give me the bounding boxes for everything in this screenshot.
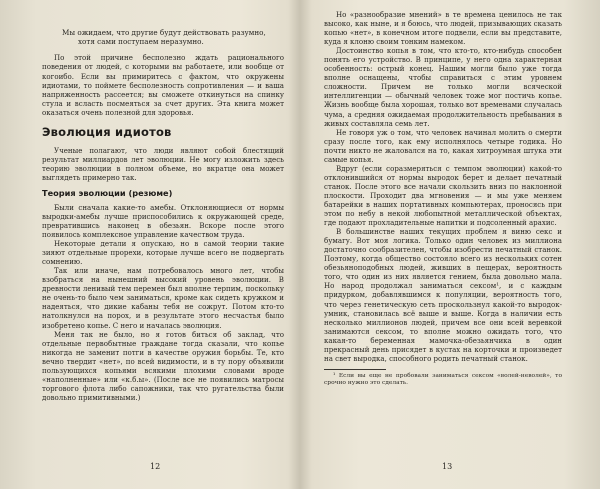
- body-paragraph: Были сначала какие-то амебы. Отклоняющиеся от нормы выродки-амебы лучше приспособились к окружающей среде, превратившись наконец в обезьян. Вскоре после этого появилось комплексное управление качеством труда.: [42, 202, 284, 240]
- right-page: [302, 0, 600, 489]
- body-paragraph: Некоторые детали я опускаю, но в самой теории такие зияют отдельные прорехи, которые лучше всего не подвергать сомнению.: [42, 239, 284, 267]
- epigraph-line-2: хотя сами поступаем неразумно.: [78, 37, 204, 47]
- page-number: 13: [442, 462, 453, 471]
- epigraph-line-1: Мы ожидаем, что другие будут действовать разумно,: [62, 28, 266, 37]
- page-number: 12: [150, 462, 161, 471]
- body-paragraph: Достоинство копья в том, что кто-то, кто-нибудь способен понять его устройство. В принципе, у него одна характерная особенность: острый конец. Нашим могли было уже тогда вполне оснащены, чтобы справиться с этим уровнем сложности. Причем не только могли всяческой интеллигенции — обычный человек тоже мог постичь копье. Жизнь вообще была хорошая, только вот временами случалась чума, а средняя ожидаемая продолжительность пребывания в живых составляла семь лет.: [324, 46, 562, 128]
- body-paragraph: Так или иначе, нам потребовалось много лет, чтобы взобраться на нынешний высокий уровень эволюции. В древности ленивый тем перемен был вполне терпим, поскольку не очень-то было чем заниматься, кроме как сидеть кружком и надеяться, что дикие кабаны тебя не сожрут. Потом кто-то натолкнулся на порох, и в результате этого несчастья было изобретено копье. С него и началась эволюция.: [42, 266, 284, 330]
- body-paragraph: Меня так не было, но я готов биться об заклад, что отдельные первобытные граждане тогда сказали, что копье никогда не заменит потги в качестве оружия борьбы. Те, кто вечно твердит «нет», по всей видимости, и в ту пору объявили пользующихся копьями всякими плохими словами вроде «наполненные» или «к.б.ы». (После все не появились матросы торгового флота либо сапожники, так что ругательства были довольно примитивными.): [42, 329, 284, 402]
- intro-paragraph: По этой причине бесполезно ждать рационального поведения от людей, с которыми вы работаете, или вообще от когоибо. Если вы примиритесь с фактом, что окружены идиотами, то поймете бесполезность сопротивления — и ваша напряженность рассеется; вы сможете откинуться на спинку стула и всласть посмеяться за счет других. Эта книга может оказаться очень полезной для здоровья.: [42, 53, 284, 117]
- body-paragraph: Не говоря уж о том, что человек начинал молить о смерти сразу после того, как ему исполнялось четыре годика. Но почти никто не жаловался на то, какая хитроумная штука эти самые копья.: [324, 127, 562, 164]
- section-title: Теория эволюции (резюме): [42, 187, 173, 198]
- body-paragraph: В большинстве наших текущих проблем я виню секс и бумагу. Вот моя логика. Только один человек из миллиона достаточно сообразителен, чтобы изобрести печатный станок. Поэтому, когда общество состояло всего из нескольких сотен обезьяноподобных людей, живших в пещерах, вероятность того, что один из них является гением, была довольно мала. Но народ продолжал заниматься сексом¹, и с каждым придурком, добавлявшимся к популяции, вероятность того, что через генетическую сеть проскользнул какой-то выродок-умник, становилась всё выше и выше. Когда в наличии есть несколько миллионов людей, причем все они всей веревкой занимаются сексом, то вполне можно ожидать того, что какая-то беременная мамочка-обезьянчика в один прекрасный день присядет в кустах на корточки и произведет на свет выродка, способного родить печатный станок.: [324, 227, 562, 363]
- body-paragraph: Но «разнообразие мнений» в те времена ценилось не так высоко, как ныне, и я боюсь, что людей, призывающих сказать копью «нет», в конечном итоге подвели, если вы представите, куда я клоню своим тонким намеком.: [324, 10, 562, 47]
- footnote: ¹ Если вы еще не пробовали заниматься сексом «волей-неволей», то срочно нужно это сделать.: [324, 372, 562, 387]
- footnote-divider: [324, 369, 386, 370]
- epigraph: [62, 28, 284, 46]
- body-paragraph: Вдруг (если соразмеряться с темпом эволюции) какой-то отклонившийся от нормы выродок берет и делает печатный станок. После этого все начали скользить вниз по наклонной плоскости. Проходит два мгновения — и мы уже меняем батарейки в наших портативных компьютерах, проносясь при этом по небу в некой любопытной металлической объектах, где подают прохладительные напитки и подсоленный арахис.: [324, 163, 562, 228]
- chapter-paragraph: Ученые полагают, что люди являют собой блестящий результат миллиардов лет эволюции. Не могу изложить здесь теорию эволюции в полном объеме, но вкратце она может выглядеть примерно так.: [42, 145, 284, 182]
- chapter-title: Эволюция идиотов: [42, 124, 172, 139]
- left-page: [0, 0, 298, 489]
